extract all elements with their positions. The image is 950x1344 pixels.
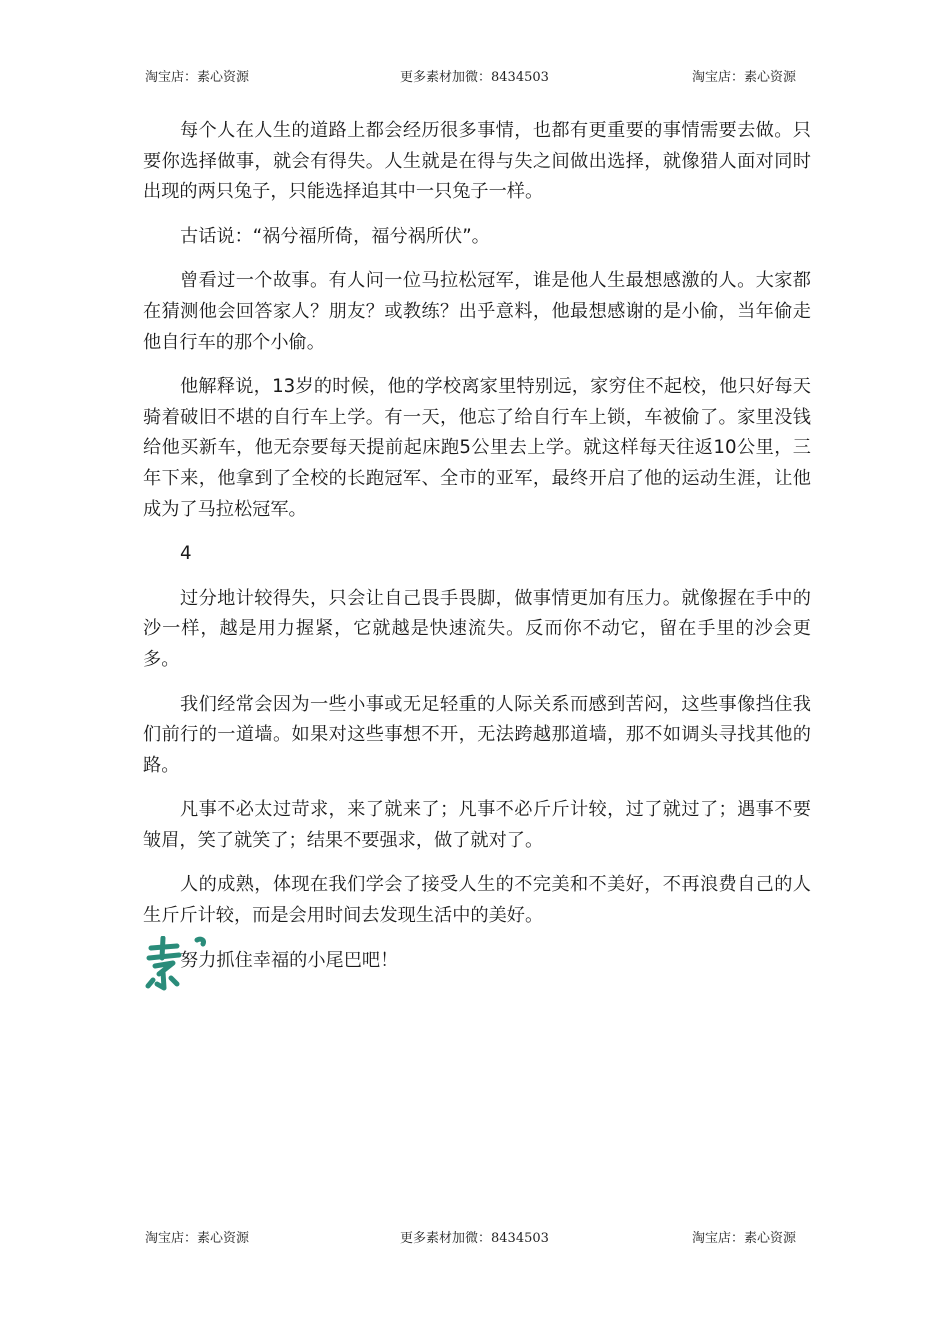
paragraph-6: 我们经常会因为一些小事或无足轻重的人际关系而感到苦闷，这些事像挡住我们前行的一道墙。如果对这些事想不开，无法跨越那道墙，那不如调头寻找其他的路。: [143, 693, 811, 776]
paragraph-7: 凡事不必太过苛求，来了就来了；凡事不必斤斤计较，过了就过了；遇事不要皱眉，笑了就笑了；结果不要强求，做了就对了。: [143, 799, 811, 851]
paragraph-9: 努力抓住幸福的小尾巴吧！: [180, 949, 399, 971]
footer-contact-label: 更多素材加微：8434503: [400, 1231, 549, 1246]
paragraph-2: 古话说：“祸兮福所倚，福兮祸所伏”。: [180, 225, 490, 247]
paragraph-8: 人的成熟，体现在我们学会了接受人生的不完美和不美好，不再浪费自己的人生斤斤计较，而是会用时间去发现生活中的美好。: [143, 874, 811, 927]
section-number: 4: [180, 543, 192, 565]
header-contact-label: 更多素材加微：8434503: [400, 70, 549, 85]
header-shop-label: 淘宝店：素心资源: [145, 70, 250, 85]
footer-shop-label-right: 淘宝店：素心资源: [692, 1231, 797, 1246]
paragraph-1: 每个人在人生的道路上都会经历很多事情，也都有更重要的事情需要去做。只要你选择做事，就会有得失。人生就是在得与失之间做出选择，就像猎人面对同时出现的两只兔子，只能选择追其中一只兔子一样。: [143, 120, 811, 203]
page-footer: [0, 1229, 950, 1249]
footer-shop-label: 淘宝店：素心资源: [145, 1231, 250, 1246]
paragraph-5: 过分地计较得失，只会让自己畏手畏脚，做事情更加有压力。就像握在手中的沙一样，越是用力握紧，它就越是快速流失。反而你不动它，留在手里的沙会更多。: [143, 587, 811, 670]
page-header: [0, 68, 950, 88]
article-body: [143, 116, 811, 990]
header-shop-label-right: 淘宝店：素心资源: [692, 70, 797, 85]
paragraph-4: 他解释说，13岁的时候，他的学校离家里特别远，家穷住不起校，他只好每天骑着破旧不堪的自行车上学。有一天，他忘了给自行车上锁，车被偷了。家里没钱给他买新车，他无奈要每天提前起床跑5公里去上学。就这样每天往返10公里，三年下来，他拿到了全校的长跑冠军、全市的亚军，最终开启了他的运动生涯，让他成为了马拉松冠军。: [143, 376, 811, 520]
watermark-logo: [145, 936, 235, 992]
paragraph-3: 曾看过一个故事。有人问一位马拉松冠军，谁是他人生最想感激的人。大家都在猜测他会回答家人？朋友？或教练？出乎意料，他最想感谢的是小偷，当年偷走他自行车的那个小偷。: [143, 270, 811, 353]
